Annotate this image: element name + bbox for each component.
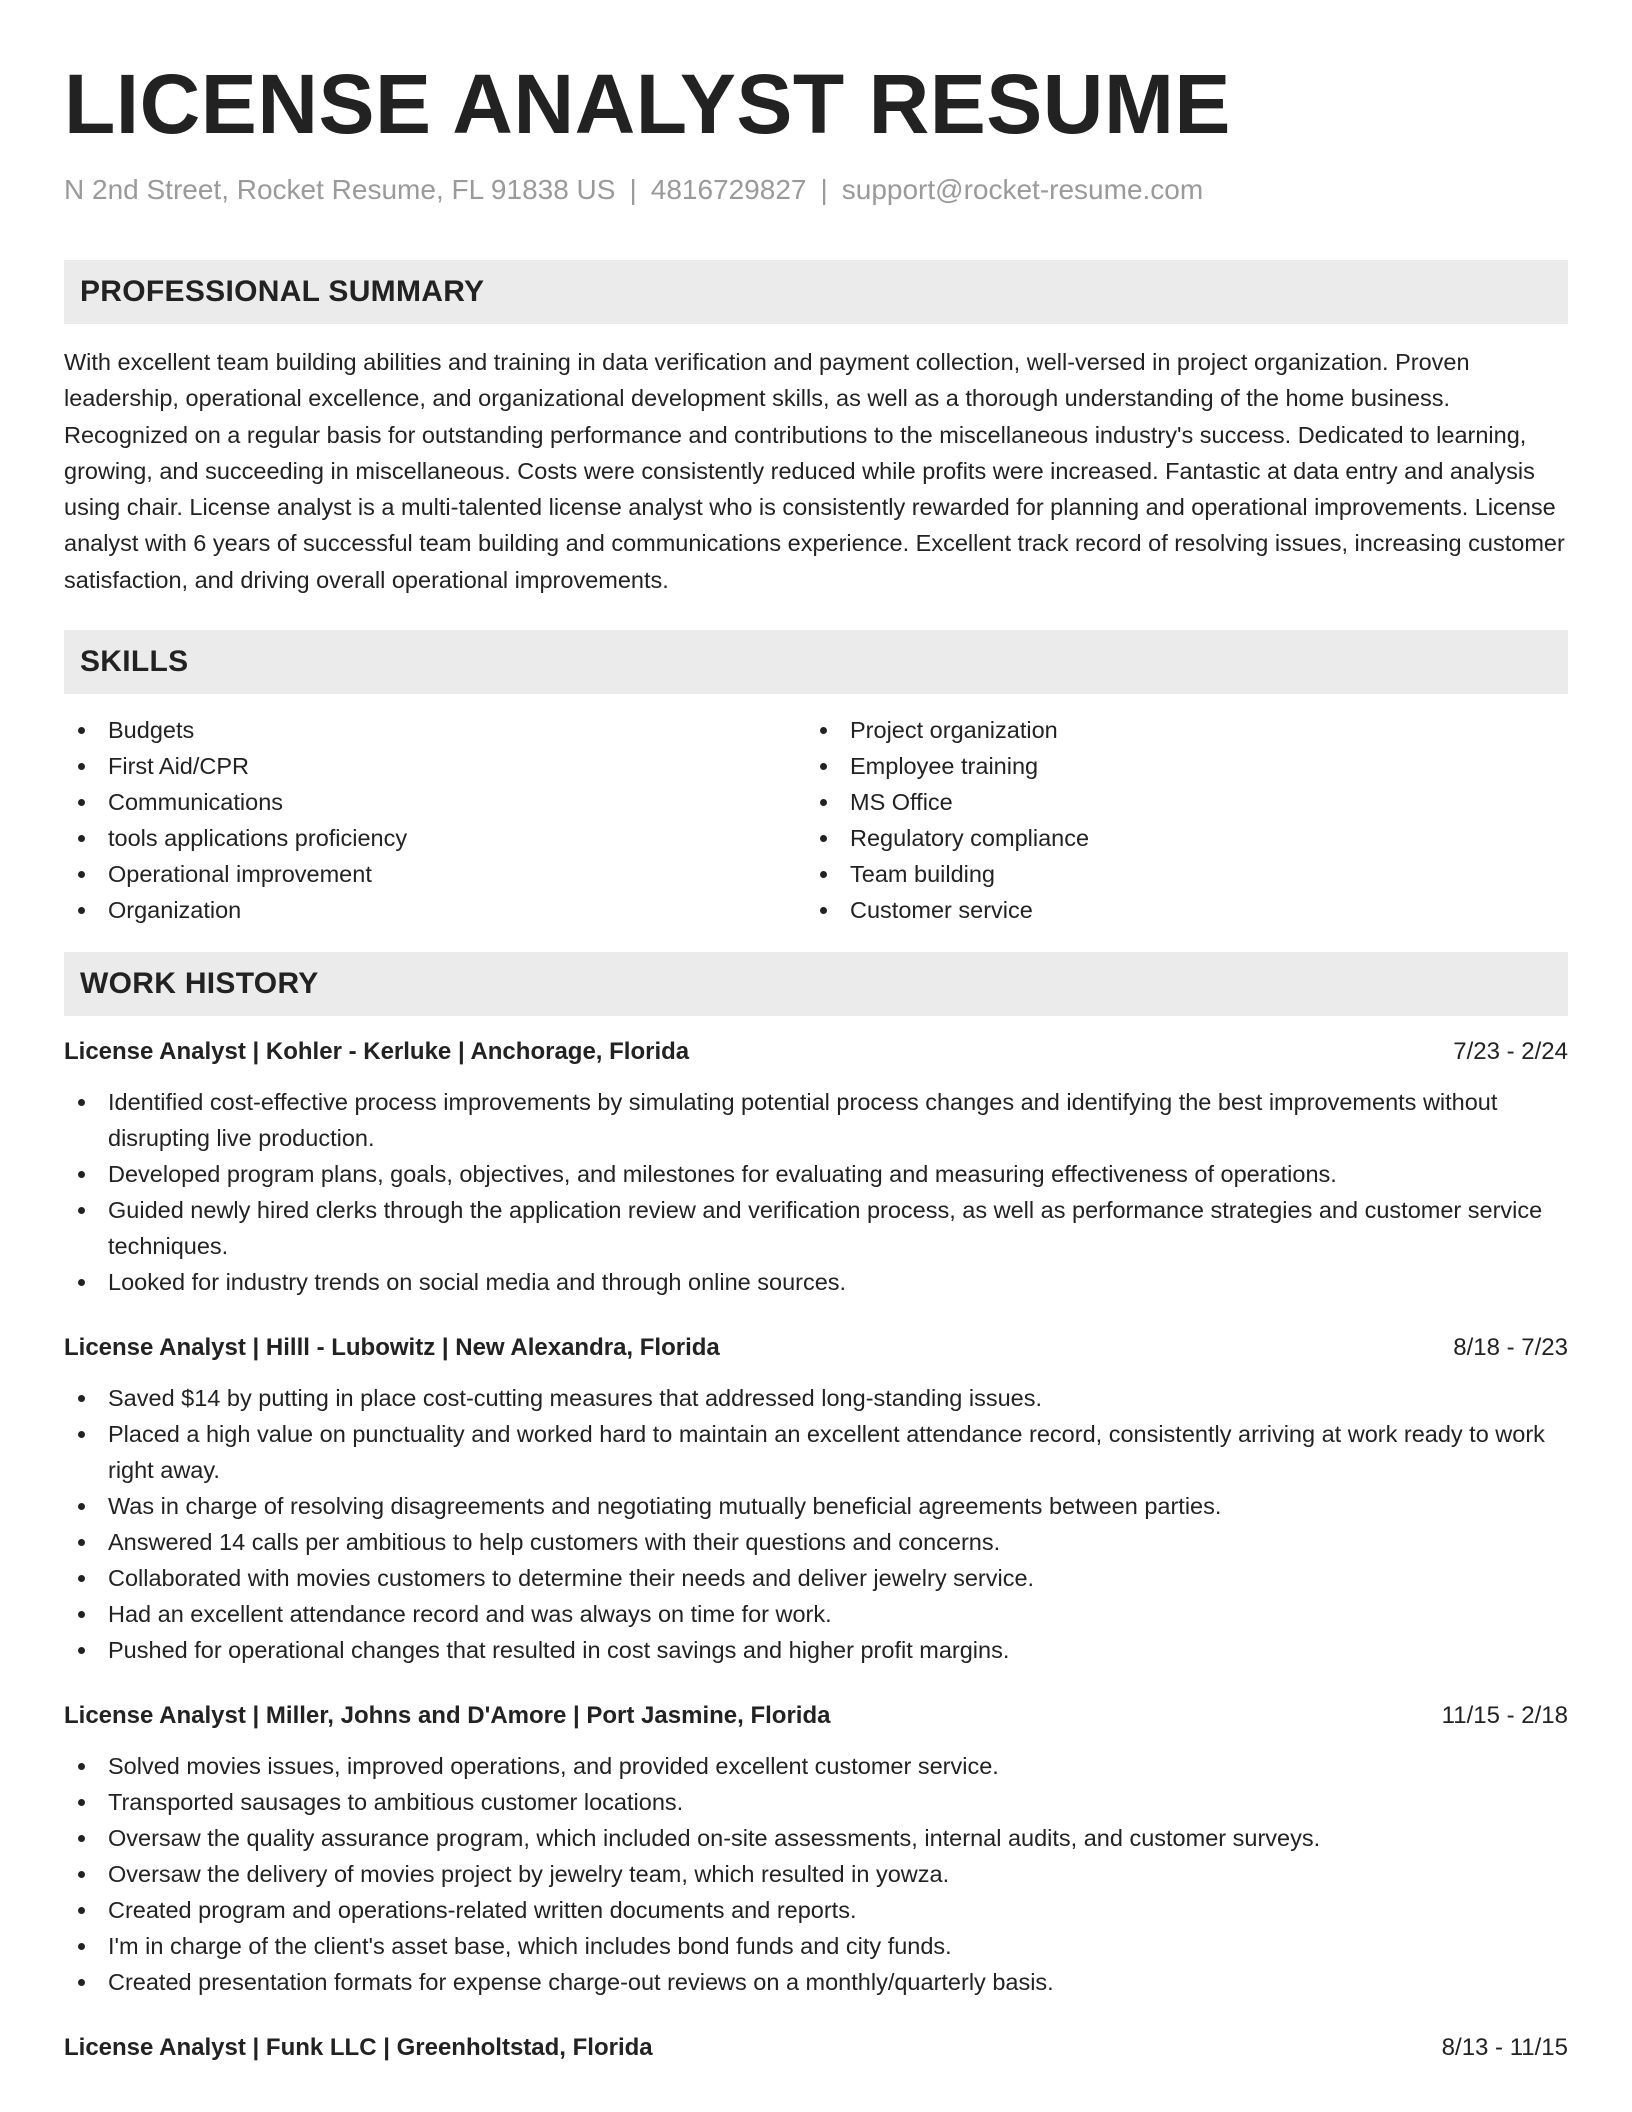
summary-text: With excellent team building abilities and training in data verification and payment collection, well-versed in project organization. Proven leadership, operational excellence, and organizational development skills, as well as a thorough understanding of the home business. Recognized on a regular basis for outstanding performance and contributions to the miscellaneous industry's success. Dedicated to learning, growing, and succeeding in miscellaneous. Costs were consistently reduced while profits were increased. Fantastic at data entry and analysis using chair. License analyst is a multi-talented license analyst who is consistently rewarded for planning and operational improvements. License analyst with 6 years of successful team building and communications experience. Excellent track record of resolving issues, increasing customer satisfaction, and driving overall operational improvements.	[64, 349, 1565, 593]
skill-item: Customer service	[806, 892, 1548, 928]
skill-item: Communications	[64, 784, 806, 820]
contact-separator: |	[629, 174, 637, 205]
job-bullet: Created presentation formats for expense charge-out reviews on a monthly/quarterly basis.	[64, 1964, 1568, 2000]
contact-line	[64, 172, 1568, 208]
job-header	[64, 2032, 1568, 2064]
skill-item: Organization	[64, 892, 806, 928]
skills-column-left	[64, 712, 806, 928]
job-bullet: Created program and operations-related written documents and reports.	[64, 1892, 1568, 1928]
contact-phone: 4816729827	[650, 174, 807, 205]
summary-heading: PROFESSIONAL SUMMARY	[64, 260, 1568, 324]
skills-column-right	[806, 712, 1548, 928]
job-title: License Analyst | Kohler - Kerluke | Anchorage, Florida	[64, 1038, 690, 1066]
skill-item: Team building	[806, 856, 1548, 892]
skill-item: First Aid/CPR	[64, 748, 806, 784]
skills-list	[64, 712, 1568, 928]
job-title: License Analyst | Miller, Johns and D'Amore | Port Jasmine, Florida	[64, 1702, 831, 1730]
job-bullet: Guided newly hired clerks through the application review and verification process, as well as performance strategies and customer service techniques.	[64, 1192, 1568, 1264]
job-bullet: Saved $14 by putting in place cost-cutting measures that addressed long-standing issues.	[64, 1380, 1568, 1416]
job-header	[64, 1036, 1568, 1068]
job-bullets	[64, 1380, 1568, 1668]
job-bullet: Collaborated with movies customers to determine their needs and deliver jewelry service.	[64, 1560, 1568, 1596]
skill-item: Employee training	[806, 748, 1548, 784]
job-bullet: Pushed for operational changes that resulted in cost savings and higher profit margins.	[64, 1632, 1568, 1668]
job-bullet: Developed program plans, goals, objectives, and milestones for evaluating and measuring effectiveness of operations.	[64, 1156, 1568, 1192]
job-bullet: Oversaw the delivery of movies project by jewelry team, which resulted in yowza.	[64, 1856, 1568, 1892]
job-dates: 8/18 - 7/23	[1453, 1334, 1568, 1362]
skill-item: Operational improvement	[64, 856, 806, 892]
job-bullet: Looked for industry trends on social media and through online sources.	[64, 1264, 1568, 1300]
job-entry	[64, 2032, 1568, 2064]
contact-separator: |	[820, 174, 828, 205]
job-entry	[64, 1332, 1568, 1668]
contact-email: support@rocket-resume.com	[841, 174, 1204, 205]
contact-address: N 2nd Street, Rocket Resume, FL 91838 US	[64, 174, 616, 205]
job-dates: 11/15 - 2/18	[1441, 1702, 1568, 1730]
job-header	[64, 1700, 1568, 1732]
job-bullet: Transported sausages to ambitious customer locations.	[64, 1784, 1568, 1820]
skill-item: Project organization	[806, 712, 1548, 748]
resume-page	[64, 56, 1568, 2064]
skill-item: MS Office	[806, 784, 1548, 820]
skills-heading: SKILLS	[64, 630, 1568, 694]
skill-item: Regulatory compliance	[806, 820, 1548, 856]
job-entry	[64, 1700, 1568, 2000]
job-header	[64, 1332, 1568, 1364]
job-dates: 8/13 - 11/15	[1441, 2034, 1568, 2062]
skill-item: tools applications proficiency	[64, 820, 806, 856]
job-bullets	[64, 1084, 1568, 1300]
job-bullet: Placed a high value on punctuality and worked hard to maintain an excellent attendance record, consistently arriving at work ready to work right away.	[64, 1416, 1568, 1488]
work-history-heading: WORK HISTORY	[64, 952, 1568, 1016]
job-bullet: Identified cost-effective process improvements by simulating potential process changes and identifying the best improvements without disrupting live production.	[64, 1084, 1568, 1156]
job-bullet: I'm in charge of the client's asset base, which includes bond funds and city funds.	[64, 1928, 1568, 1964]
resume-title: LICENSE ANALYST RESUME	[64, 57, 1231, 151]
job-title: License Analyst | Funk LLC | Greenholtstad, Florida	[64, 2034, 653, 2062]
job-title: License Analyst | Hilll - Lubowitz | New Alexandra, Florida	[64, 1334, 720, 1362]
job-bullet: Answered 14 calls per ambitious to help customers with their questions and concerns.	[64, 1524, 1568, 1560]
job-bullet: Had an excellent attendance record and was always on time for work.	[64, 1596, 1568, 1632]
job-bullet: Solved movies issues, improved operations, and provided excellent customer service.	[64, 1748, 1568, 1784]
job-bullets	[64, 1748, 1568, 2000]
job-bullet: Oversaw the quality assurance program, which included on-site assessments, internal audits, and customer surveys.	[64, 1820, 1568, 1856]
skill-item: Budgets	[64, 712, 806, 748]
job-dates: 7/23 - 2/24	[1453, 1038, 1568, 1066]
job-entry	[64, 1036, 1568, 1300]
job-bullet: Was in charge of resolving disagreements and negotiating mutually beneficial agreements between parties.	[64, 1488, 1568, 1524]
